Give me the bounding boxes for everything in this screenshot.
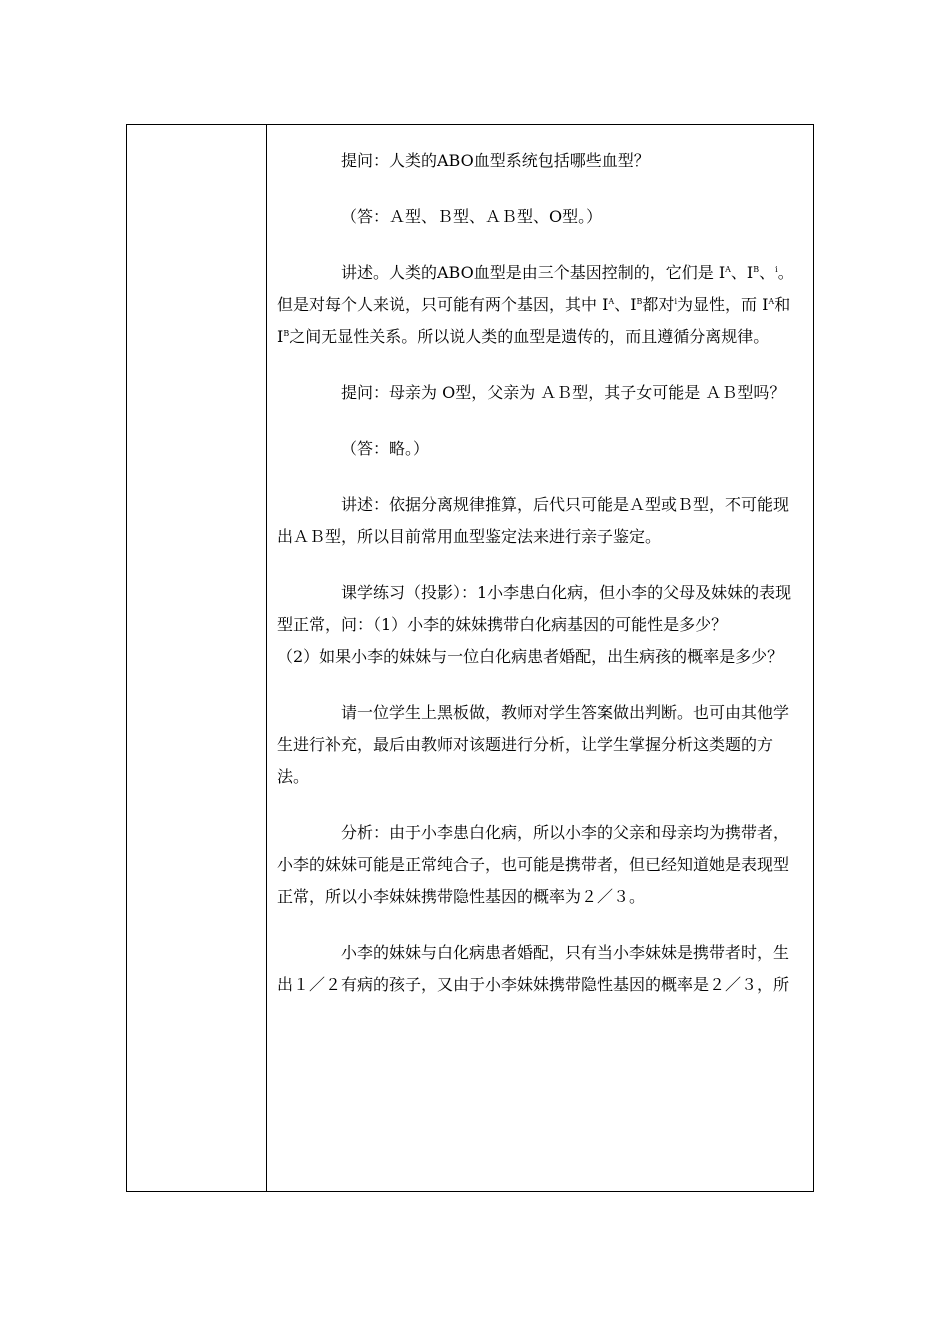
analysis-part-1: 分析：由于小李患白化病，所以小李的父亲和母亲均为携带者，小李的妹妹可能是正常纯合子，也可能是携带者，但已经知道她是表现型正常，所以小李妹妹携带隐性基因的概率为２／３。	[277, 823, 790, 906]
answer-omitted: （答：略。）	[341, 439, 430, 458]
question-parent-child: 提问：母亲为 O型，父亲为 ＡＢ型，其子女可能是 ＡＢ型吗？	[341, 383, 786, 402]
content-cell	[267, 125, 813, 1191]
question-blood-types: 提问：人类的ABO血型系统包括哪些血型？	[341, 151, 650, 170]
exercise-question-2: （2）如果小李的妹妹与一位白化病患者婚配，出生病孩的概率是多少？	[277, 647, 784, 666]
exercise-question-1: 课学练习（投影）：1小李患白化病，但小李的父母及妹妹的表现型正常，问：（1）小李的妹妹携带白化病基因的可能性是多少？	[277, 583, 792, 634]
explanation-segregation: 讲述：依据分离规律推算，后代只可能是Ａ型或Ｂ型，不可能现出ＡＢ型，所以目前常用血型鉴定法来进行亲子鉴定。	[277, 495, 790, 546]
lesson-table	[126, 124, 814, 1192]
analysis-part-2: 小李的妹妹与白化病患者婚配，只有当小李妹妹是携带者时，生出１／２有病的孩子，又由于小李妹妹携带隐性基因的概率是２／３，所	[277, 943, 790, 994]
answer-blood-types: （答：Ａ型、Ｂ型、ＡＢ型、O型。）	[341, 207, 603, 226]
left-column-cell	[127, 125, 267, 1191]
explanation-abo-genes: 讲述。人类的ABO血型是由三个基因控制的，它们是 $I^A$、$I^B$、$^i$。但是对每个人来说，只可能有两个基因，其中 $I^A$、$I^B$都对$^i$为显性，而 $I^A$和 $I^B$之间无显性关系。所以说人类的血型是遗传的，而且遵循分离规律。	[277, 263, 794, 346]
teacher-instruction: 请一位学生上黑板做，教师对学生答案做出判断。也可由其他学生进行补充，最后由教师对该题进行分析，让学生掌握分析这类题的方法。	[277, 703, 790, 786]
